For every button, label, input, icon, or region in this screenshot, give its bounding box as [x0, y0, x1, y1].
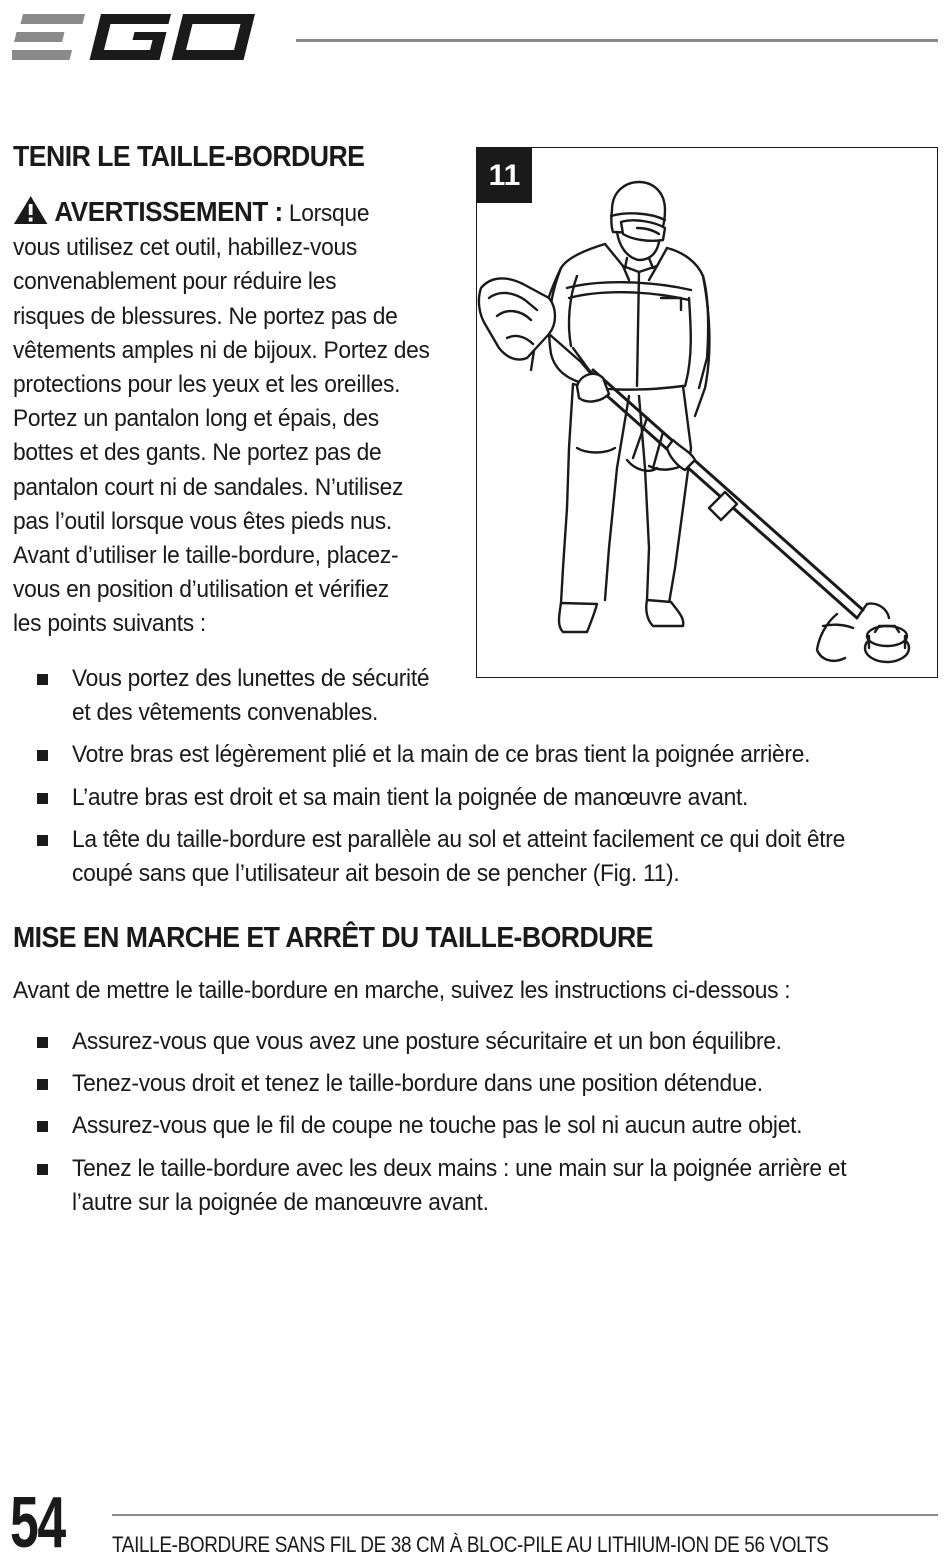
section-title-holding: TENIR LE TAILLE-BORDURE	[13, 141, 365, 173]
ego-logo	[12, 10, 272, 73]
figure-11	[476, 147, 938, 678]
warning-line: vous utilisez cet outil, habillez-vous	[13, 234, 358, 262]
start-checklist	[0, 1025, 950, 1220]
header-rule	[296, 39, 938, 42]
footer-product-title: TAILLE-BORDURE SANS FIL DE 38 CM À BLOC-PILE AU LITHIUM-ION DE 56 VOLTS	[112, 1532, 829, 1557]
warning-line: convenablement pour réduire les	[13, 268, 337, 296]
bullet-square-icon	[37, 1079, 48, 1090]
list-item-line: Assurez-vous que vous avez une posture sécuritaire et un bon équilibre.	[72, 1028, 782, 1055]
warning-line: les points suivants :	[13, 610, 206, 638]
warning-line: bottes et des gants. Ne portez pas de	[13, 439, 382, 467]
section-intro: Avant de mettre le taille-bordure en marche, suivez les instructions ci-dessous :	[13, 977, 791, 1004]
bullet-square-icon	[37, 793, 48, 804]
warning-line: vêtements amples ni de bijoux. Portez des	[13, 336, 430, 364]
section-title-start-stop: MISE EN MARCHE ET ARRÊT DU TAILLE-BORDURE	[13, 922, 653, 954]
ego-logo-graphic	[12, 10, 272, 68]
warning-line: Portez un pantalon long et épais, des	[13, 405, 379, 433]
person-holding-string-trimmer-icon	[477, 148, 937, 677]
page-number: 54	[10, 1483, 65, 1563]
list-item-line: L’autre bras est droit et sa main tient la poignée de manœuvre avant.	[72, 783, 749, 811]
list-item-line: Tenez le taille-bordure avec les deux mains : une main sur la poignée arrière et	[72, 1154, 847, 1182]
footer-rule	[112, 1514, 938, 1516]
figure-number: 11	[477, 148, 532, 203]
bullet-square-icon	[37, 1164, 48, 1175]
warning-label: AVERTISSEMENT :	[54, 196, 283, 227]
list-item	[0, 1152, 950, 1220]
list-item	[0, 1109, 950, 1143]
bullet-square-icon	[37, 835, 48, 846]
list-item	[0, 738, 950, 772]
warning-line: pas l’outil lorsque vous êtes pieds nus.	[13, 507, 392, 535]
list-item	[0, 1025, 950, 1059]
list-item-line: Tenez-vous droit et tenez le taille-bordure dans une position détendue.	[72, 1070, 763, 1098]
warning-line: Avant d’utiliser le taille-bordure, placez-	[13, 542, 399, 570]
bullet-square-icon	[37, 750, 48, 761]
list-item-line: Votre bras est légèrement plié et la main de ce bras tient la poignée arrière.	[72, 741, 811, 769]
warning-line: pantalon court ni de sandales. N’utilisez	[13, 473, 404, 501]
warning-line: vous en position d’utilisation et vérifiez	[13, 576, 389, 604]
list-item-line: et des vêtements convenables.	[72, 699, 379, 727]
warning-line: Lorsque	[288, 200, 370, 227]
list-item	[0, 1067, 950, 1101]
list-item	[0, 781, 950, 815]
bullet-square-icon	[37, 1037, 48, 1048]
warning-line: risques de blessures. Ne portez pas de	[13, 302, 398, 330]
bullet-square-icon	[37, 674, 48, 685]
list-item-line: l’autre sur la poignée de manœuvre avant.	[72, 1188, 489, 1216]
list-item-line: La tête du taille-bordure est parallèle au sol et atteint facilement ce qui doit être	[72, 825, 845, 853]
list-item-line: Vous portez des lunettes de sécurité	[72, 665, 430, 692]
warning-first-line	[13, 195, 450, 231]
warning-line: protections pour les yeux et les oreilles.	[13, 371, 401, 399]
holding-checklist	[0, 662, 950, 891]
list-item-line: coupé sans que l’utilisateur ait besoin de se pencher (Fig. 11).	[72, 860, 680, 888]
list-item-line: Assurez-vous que le fil de coupe ne touche pas le sol ni aucun autre objet.	[72, 1112, 803, 1140]
list-item	[0, 823, 950, 891]
warning-triangle-icon	[13, 195, 48, 225]
warning-paragraph	[13, 195, 483, 642]
bullet-square-icon	[37, 1121, 48, 1132]
page-header	[0, 0, 950, 80]
